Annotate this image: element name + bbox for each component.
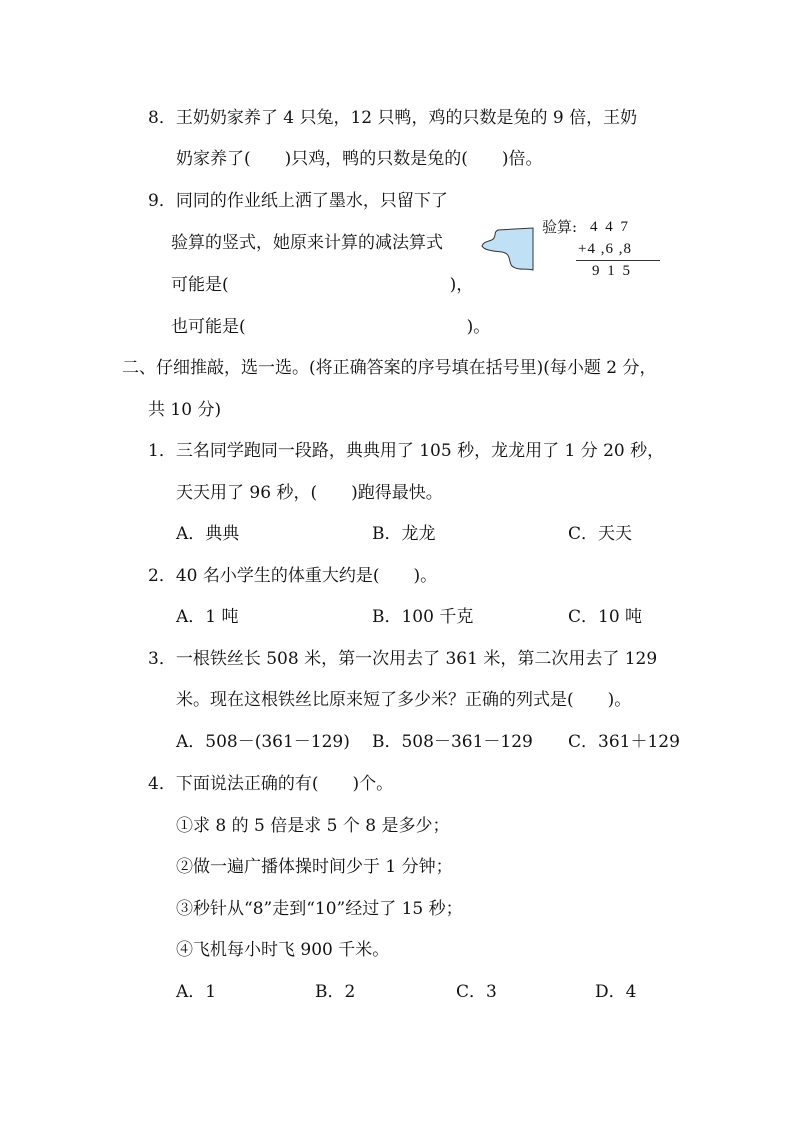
verification-calculation <box>542 218 662 280</box>
question-3-option-b: B．508－361－129 <box>372 732 533 752</box>
question-4-statement-2: ②做一遍广播体操时间少于 1 分钟； <box>176 857 453 877</box>
ink-blot-figure <box>478 224 538 274</box>
question-1-option-c: C．天天 <box>568 524 633 544</box>
question-4-statement-3: ③秒针从“8”走到“10”经过了 15 秒； <box>176 899 463 919</box>
calc-row-2: +4 ,6 ,8 <box>578 241 632 257</box>
calc-label: 验算: <box>542 218 578 236</box>
question-4-option-a: A．1 <box>176 982 217 1002</box>
q9-line-3: 可能是( )， <box>171 275 474 295</box>
question-3-option-a: A．508－(361－129) <box>176 732 350 752</box>
question-4-option-b: B．2 <box>315 982 356 1002</box>
question-1-line-2: 天天用了 96 秒，( )跑得最快。 <box>176 483 443 503</box>
question-4-statement-4: ④飞机每小时飞 900 千米。 <box>176 940 390 960</box>
calc-sum-line <box>576 260 660 261</box>
q8-line-2: 奶家养了( )只鸡，鸭的只数是兔的( )倍。 <box>176 149 543 169</box>
question-4-option-d: D．4 <box>595 982 637 1002</box>
q9-line-2: 验算的竖式，她原来计算的减法算式 <box>171 233 443 253</box>
q8-line-1: 8．王奶奶家养了 4 只兔，12 只鸭，鸡的只数是兔的 9 倍，王奶 <box>148 108 638 128</box>
section-2-title-line-2: 共 10 分) <box>148 400 222 420</box>
question-3-line-2: 米。现在这根铁丝比原来短了多少米？正确的列式是( )。 <box>176 690 632 710</box>
question-1-line-1: 1．三名同学跑同一段路，典典用了 105 秒，龙龙用了 1 分 20 秒， <box>148 441 665 461</box>
question-4-line-1: 4．下面说法正确的有( )个。 <box>148 774 394 794</box>
question-2-option-c: C．10 吨 <box>568 607 643 627</box>
question-2-option-a: A．1 吨 <box>176 607 239 627</box>
question-3-line-1: 3．一根铁丝长 508 米，第一次用去了 361 米，第二次用去了 129 <box>148 649 658 669</box>
question-1-option-b: B．龙龙 <box>372 524 436 544</box>
question-3-option-c: C．361＋129 <box>568 732 680 752</box>
calc-result: 9 1 5 <box>592 263 632 279</box>
question-4-option-c: C．3 <box>456 982 497 1002</box>
question-2-line-1: 2．40 名小学生的体重大约是( )。 <box>148 566 438 586</box>
question-4-statement-1: ①求 8 的 5 倍是求 5 个 8 是多少； <box>176 816 450 836</box>
question-1-option-a: A．典典 <box>176 524 240 544</box>
calc-row-1: 4 4 7 <box>590 219 630 235</box>
q9-line-1: 9．同同的作业纸上洒了墨水，只留下了 <box>148 191 448 211</box>
section-2-title-line-1: 二、仔细推敲，选一选。(将正确答案的序号填在括号里)(每小题 2 分， <box>122 358 657 378</box>
q9-line-4: 也可能是( )。 <box>171 317 491 337</box>
question-2-option-b: B．100 千克 <box>372 607 474 627</box>
